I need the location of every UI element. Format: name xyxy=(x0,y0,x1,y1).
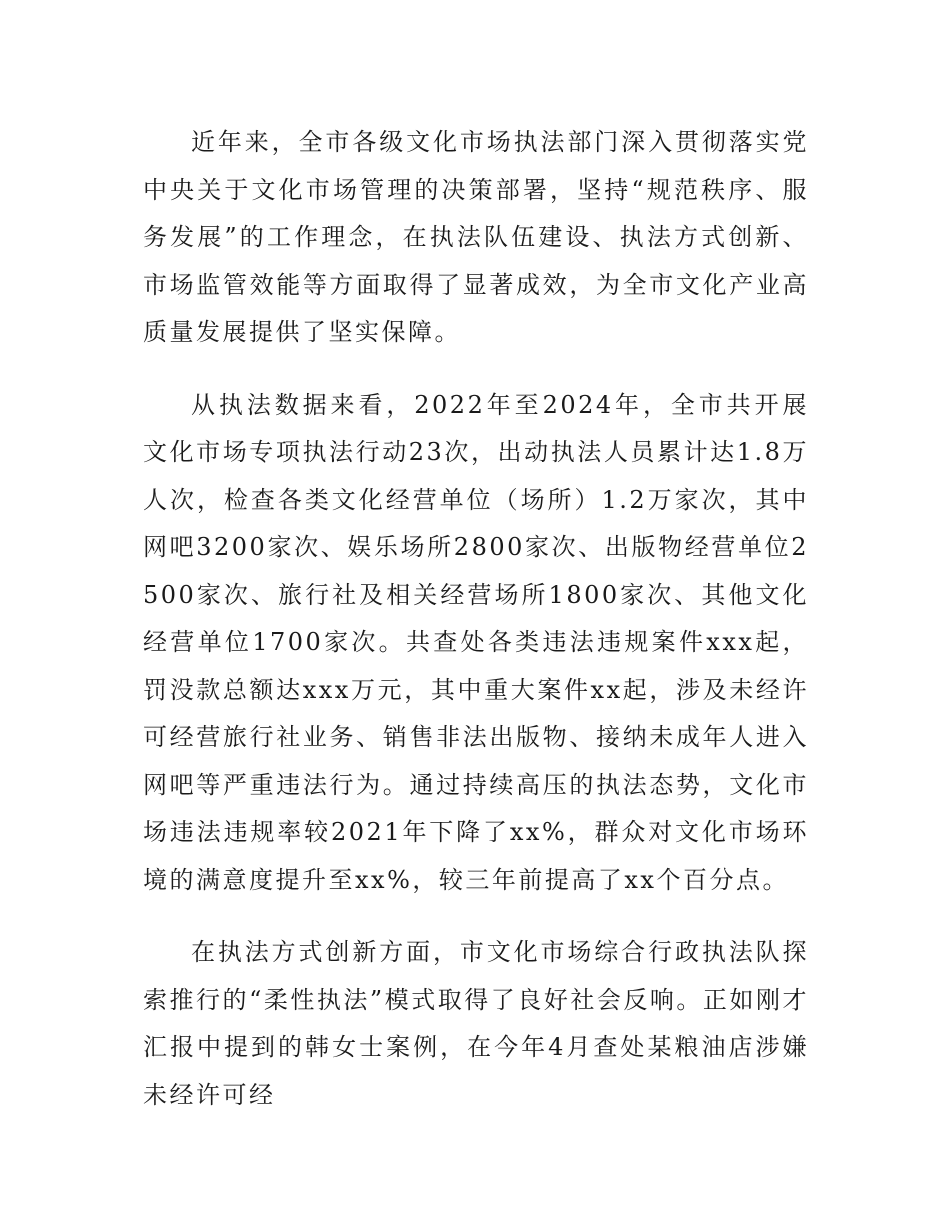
document-body xyxy=(143,119,809,1119)
paragraph-enforcement-data: 从执法数据来看，2022年至2024年，全市共开展文化市场专项执法行动23次，出动执法人员累计达1.8万人次，检查各类文化经营单位（场所）1.2万家次，其中网吧3200家次、娱乐场所2800家次、出版物经营单位2500家次、旅行社及相关经营场所1800家次、其他文化经营单位1700家次。共查处各类违法违规案件xxx起，罚没款总额达xxx万元，其中重大案件xx起，涉及未经许可经营旅行社业务、销售非法出版物、接纳未成年人进入网吧等严重违法行为。通过持续高压的执法态势，文化市场违法违规率较2021年下降了xx%，群众对文化市场环境的满意度提升至xx%，较三年前提高了xx个百分点。 xyxy=(143,390,809,894)
paragraph-intro: 近年来，全市各级文化市场执法部门深入贯彻落实党中央关于文化市场管理的决策部署，坚持“规范秩序、服务发展”的工作理念，在执法队伍建设、执法方式创新、市场监管效能等方面取得了显著成效，为全市文化产业高质量发展提供了坚实保障。 xyxy=(143,128,809,346)
paragraph-enforcement-innovation: 在执法方式创新方面，市文化市场综合行政执法队探索推行的“柔性执法”模式取得了良好社会反响。正如刚才汇报中提到的韩女士案例，在今年4月查处某粮油店涉嫌未经许可经 xyxy=(143,938,809,1109)
